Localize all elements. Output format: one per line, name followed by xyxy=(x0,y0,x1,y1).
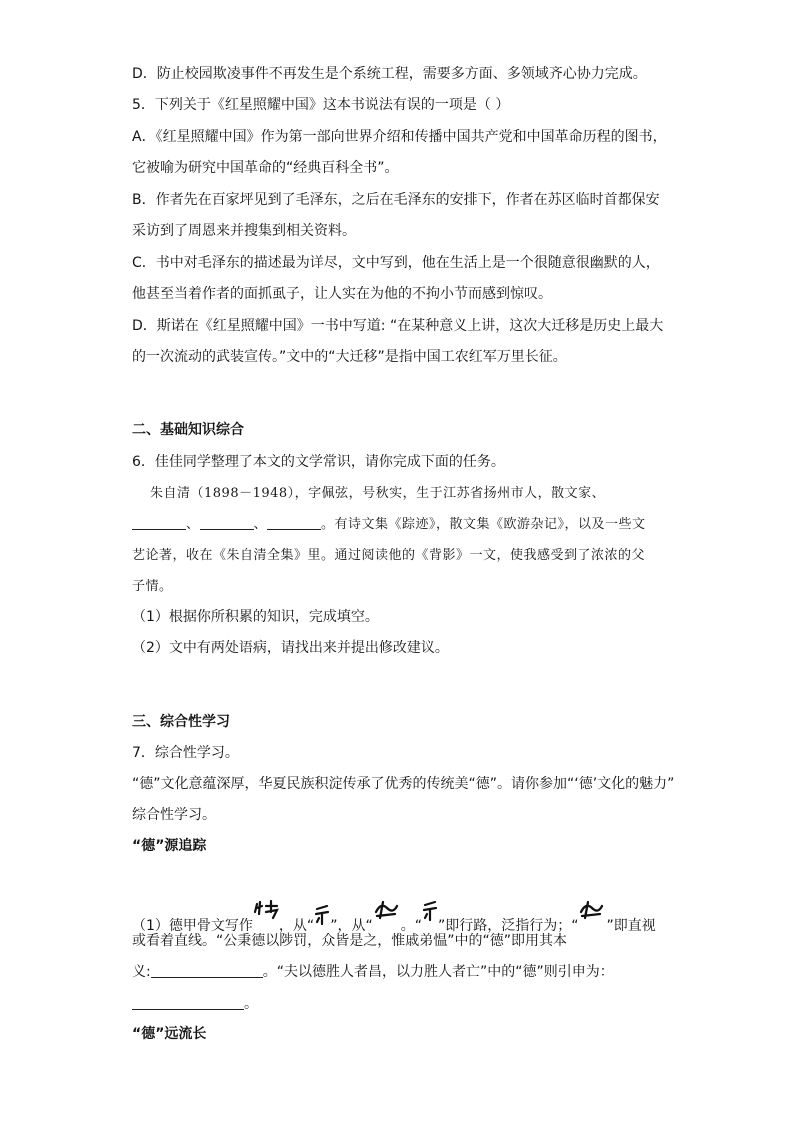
q7-stem: 7．综合性学习。 xyxy=(132,745,239,761)
q5-option-c-line1: C．书中对毛泽东的描述最为详尽，文中写到，他在生活上是一个很随意很幽默的人， xyxy=(132,255,660,271)
oracle-zhi-icon xyxy=(373,898,401,928)
q7-intro-line1: “德”文化意蕴深厚，华夏民族积淀传承了优秀的传统美“德”。请你参加“‘德’文化的魅力” xyxy=(132,776,675,792)
section-2-title: 二、基础知识综合 xyxy=(132,422,244,438)
passage-separator: 、 xyxy=(186,517,200,532)
q4-option-d: D．防止校园欺凌事件不再发生是个系统工程，需要多方面、多领域齐心协力完成。 xyxy=(132,66,647,82)
q7-sub1-text: ，从“ xyxy=(278,918,315,934)
q7-sub1-text: 。 xyxy=(244,996,258,1012)
fill-blank-3[interactable] xyxy=(267,515,321,530)
q6-sub2: （2）文中有两处语病，请找出来并提出修改建议。 xyxy=(132,640,449,656)
q7-sub1-line4 xyxy=(132,994,672,1014)
q7-sub1-line3 xyxy=(132,962,672,982)
fill-blank-2[interactable] xyxy=(200,515,254,530)
q7-sub1-text: 。“夫以德胜人者昌，以力胜人者亡”中的“德”则引申为： xyxy=(262,964,614,980)
fill-blank-original-meaning[interactable] xyxy=(151,963,263,978)
oracle-zhi-icon xyxy=(578,898,606,928)
q5-option-b-line1: B．作者先在百家坪见到了毛泽东，之后在毛泽东的安排下，作者在苏区临时首都保安 xyxy=(132,192,660,208)
q6-passage-line3: 艺论著，收在《朱自清全集》里。通过阅读他的《背影》一文，使我感受到了浓浓的父 xyxy=(132,548,646,563)
fill-blank-extended-meaning[interactable] xyxy=(132,995,244,1010)
passage-separator: 、 xyxy=(253,517,268,532)
passage-line2-text: 。有诗文集《踪迹》，散文集《欧游杂记》，以及一些文 xyxy=(321,517,646,532)
q6-passage-line4: 子情。 xyxy=(132,579,173,594)
oracle-de-icon xyxy=(253,900,279,930)
q7-heading-legacy: “德”远流长 xyxy=(132,1026,207,1042)
oracle-xing-icon xyxy=(422,900,438,928)
q7-sub1-text: 义: xyxy=(132,964,151,980)
q5-option-c-line2: 他甚至当着作者的面抓虱子，让人实在为他的不拘小节而感到惊叹。 xyxy=(132,286,552,302)
q7-sub1-text: ”即行路，泛指行为；“ xyxy=(437,918,579,934)
q5-stem: 5．下列关于《红星照耀中国》这本书说法有误的一项是（ ） xyxy=(132,97,510,113)
q5-option-a-line1: A．《红星照耀中国》作为第一部向世界介绍和传播中国共产党和中国革命历程的图书， xyxy=(132,129,667,145)
fill-blank-1[interactable] xyxy=(132,515,186,530)
q6-passage-line2 xyxy=(132,515,672,535)
q6-passage-line1: 朱自清（1898－1948），字佩弦，号秋实，生于江苏省扬州市人，散文家、 xyxy=(150,486,606,501)
q6-stem: 6．佳佳同学整理了本文的文学常识，请你完成下面的任务。 xyxy=(132,454,505,470)
q5-option-a-line2: 它被喻为研究中国革命的“经典百科全书”。 xyxy=(132,160,399,176)
q5-option-d-line2: 的一次流动的武装宣传。”文中的“大迁移”是指中国工农红军万里长征。 xyxy=(132,349,567,365)
q6-sub1: （1）根据你所积累的知识，完成填空。 xyxy=(132,609,379,625)
q7-intro-line2: 综合性学习。 xyxy=(132,807,216,823)
oracle-xing-icon xyxy=(314,904,330,932)
q5-option-d-line1: D．斯诺在《红星照耀中国》一书中写道: “在某种意义上讲，这次大迁移是历史上最大 xyxy=(132,318,664,334)
q5-option-b-line2: 采访到了周恩来并搜集到相关资料。 xyxy=(132,223,356,239)
section-3-title: 三、综合性学习 xyxy=(132,714,230,730)
q7-heading-origin: “德”源追踪 xyxy=(132,838,207,854)
q7-sub1-text: （1）德甲骨文写作 xyxy=(132,918,253,934)
q7-sub1-text: ”即直视 xyxy=(606,918,656,934)
q7-sub1-text: 。“ xyxy=(400,918,422,934)
q7-sub1-line2: 或看着直线。“公秉德以陟罚，众皆是之，惟戚弟愠”中的“德”即用其本 xyxy=(132,933,568,949)
q7-sub1-text: ”，从“ xyxy=(330,918,373,934)
